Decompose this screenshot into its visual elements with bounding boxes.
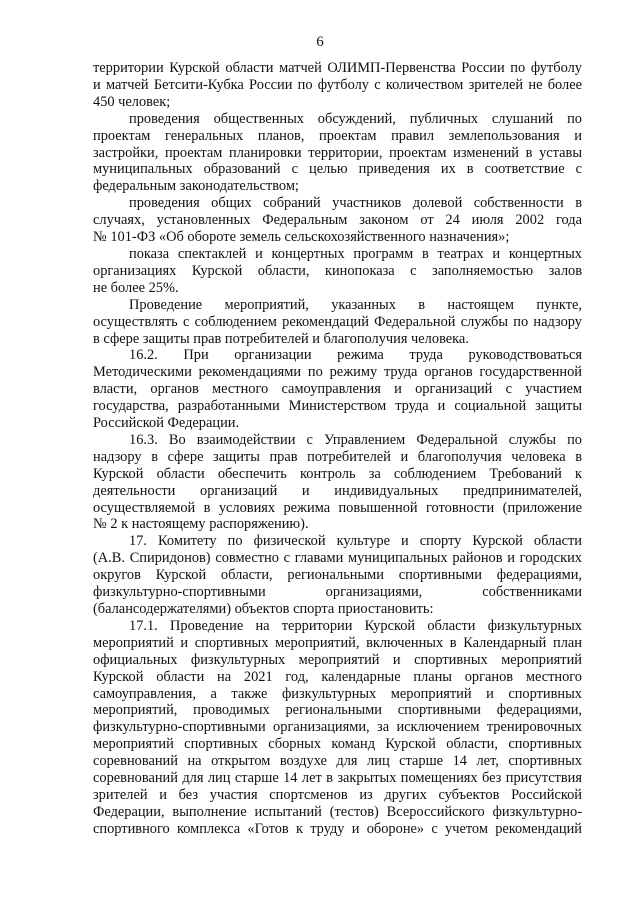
text-line: мероприятий, проводимых региональными спортивными федерациями,: [93, 702, 582, 719]
text-line: в сфере защиты прав потребителей и благополучия человека.: [93, 330, 469, 347]
text-line: зрителей и без участия спортсменов из других субъектов Российской: [93, 786, 582, 803]
text-line: 17. Комитету по физической культуре и спорту Курской области: [129, 533, 582, 550]
text-line: Методическими рекомендациями по режиму труда органов государственной: [93, 364, 582, 381]
text-line: официальных физкультурных мероприятий и спортивных мероприятий: [93, 651, 582, 668]
text-line: мероприятий спортивных сборных команд Курской области, спортивных: [93, 736, 582, 753]
text-line: физкультурно-спортивными организациями, за исключением тренировочных: [93, 719, 582, 736]
paragraph: [93, 246, 582, 297]
text-line: проектам генеральных планов, проектам правил землепользования и: [93, 127, 582, 144]
text-line: федеральным законодательством;: [93, 178, 299, 195]
text-line: осуществлять с соблюдением рекомендаций Федеральной службы по надзору: [93, 313, 582, 330]
text-line: 16.2. При организации режима труда руководствоваться: [129, 347, 582, 364]
text-line: надзору в сфере защиты прав потребителей и благополучия человека в: [93, 448, 582, 465]
text-line: (А.В. Спиридонов) совместно с главами муниципальных районов и городских: [93, 550, 582, 567]
text-line: 16.3. Во взаимодействии с Управлением Федеральной службы по: [129, 431, 582, 448]
text-line: государства, разработанными Министерством труда и социальной защиты: [93, 398, 582, 415]
text-line: соревнований для лиц старше 14 лет в закрытых помещениях без присутствия: [93, 770, 582, 787]
text-line: 450 человек;: [93, 93, 171, 110]
text-line: и матчей Бетсити-Кубка России по футболу с количеством зрителей не более: [93, 76, 582, 93]
text-line: муниципальных образований с целью приведения их в соответствие с: [93, 161, 582, 178]
text-line: Федерации, выполнение испытаний (тестов) Всероссийского физкультурно-: [93, 803, 582, 820]
paragraph: [93, 297, 582, 348]
text-line: Курской области обеспечить контроль за соблюдением Требований к: [93, 465, 582, 482]
text-line: осуществляемой в условиях режима повышенной готовности (приложение: [93, 499, 582, 516]
text-line: показа спектаклей и концертных программ в театрах и концертных: [129, 245, 582, 262]
text-line: деятельности организаций и индивидуальных предпринимателей,: [93, 482, 582, 499]
text-line: организациях Курской области, кинопоказа с заполняемостью залов: [93, 262, 582, 279]
paragraph: [93, 618, 582, 838]
text-line: проведения общих собраний участников долевой собственности в: [129, 195, 582, 212]
text-line: территории Курской области матчей ОЛИМП-Первенства России по футболу: [93, 60, 582, 76]
text-line: округов Курской области, региональными спортивными федерациями,: [93, 567, 582, 584]
text-line: физкультурно-спортивными организациями, собственниками: [93, 584, 582, 601]
paragraph: [93, 533, 582, 618]
text-line: проведения общественных обсуждений, публичных слушаний по: [129, 110, 582, 127]
text-line: № 2 к настоящему распоряжению).: [93, 516, 309, 533]
paragraph: [93, 432, 582, 533]
paragraph: [93, 195, 582, 246]
text-line: Проведение мероприятий, указанных в настоящем пункте,: [129, 296, 582, 313]
text-line: самоуправления, а также физкультурных мероприятий и спортивных: [93, 685, 582, 702]
text-line: Курской области на 2021 год, календарные планы органов местного: [93, 668, 582, 685]
text-line: 17.1. Проведение на территории Курской области физкультурных: [129, 617, 582, 634]
paragraph: [93, 111, 582, 196]
text-line: мероприятий и спортивных мероприятий, включенных в Календарный план: [93, 634, 582, 651]
text-line: соревнований на открытом воздухе для лиц старше 14 лет, спортивных: [93, 753, 582, 770]
paragraph: [93, 60, 582, 111]
text-line: случаях, установленных Федеральным законом от 24 июля 2002 года: [93, 212, 582, 229]
document-body: [93, 60, 582, 838]
text-line: застройки, проектам планировки территории, проектам изменений в уставы: [93, 144, 582, 161]
page-number: 6: [316, 34, 324, 50]
paragraph: [93, 347, 582, 432]
text-line: не более 25%.: [93, 279, 179, 296]
text-line: Российской Федерации.: [93, 415, 240, 432]
text-line: спортивного комплекса «Готов к труду и обороне» с учетом рекомендаций: [93, 820, 582, 837]
text-line: № 101-ФЗ «Об обороте земель сельскохозяйственного назначения»;: [93, 229, 510, 246]
text-line: (балансодержателями) объектов спорта приостановить:: [93, 601, 434, 617]
text-line: власти, органов местного самоуправления и организаций с участием: [93, 381, 582, 398]
